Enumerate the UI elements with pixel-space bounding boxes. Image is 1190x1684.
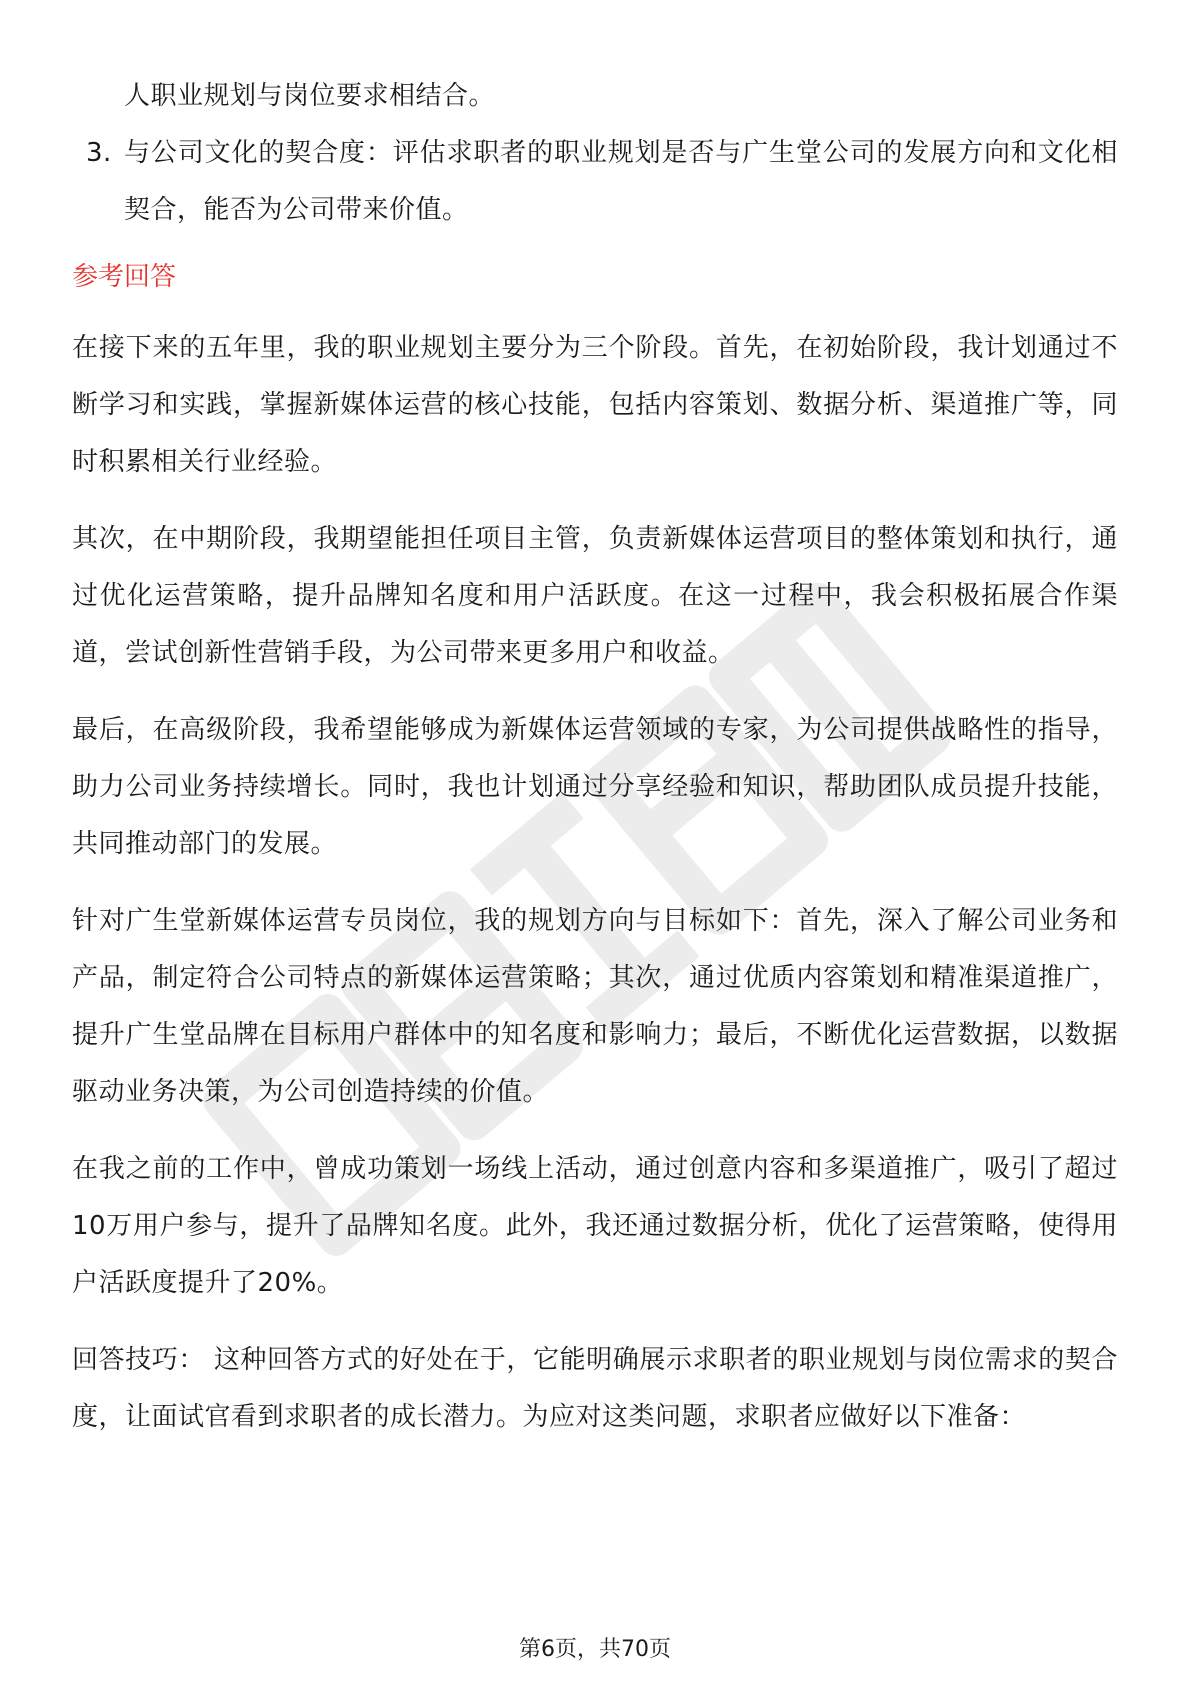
list-item-3 xyxy=(72,125,1118,239)
paragraph-4: 针对广生堂新媒体运营专员岗位，我的规划方向与目标如下：首先，深入了解公司业务和产品，制定符合公司特点的新媒体运营策略；其次，通过优质内容策划和精准渠道推广，提升广生堂品牌在目标用户群体中的知名度和影响力；最后，不断优化运营数据，以数据驱动业务决策，为公司创造持续的价值。 xyxy=(72,906,1118,1107)
list-number: 3. xyxy=(86,138,112,168)
page-number: 第6页，共70页 xyxy=(519,1637,671,1662)
paragraph-2: 其次，在中期阶段，我期望能担任项目主管，负责新媒体运营项目的整体策划和执行，通过优化运营策略，提升品牌知名度和用户活跃度。在这一过程中，我会积极拓展合作渠道，尝试创新性营销手段，为公司带来更多用户和收益。 xyxy=(72,524,1118,668)
paragraph-answer-tips: 回答技巧： 这种回答方式的好处在于，它能明确展示求职者的职业规划与岗位需求的契合度，让面试官看到求职者的成长潜力。为应对这类问题，求职者应做好以下准备： xyxy=(72,1345,1118,1432)
list-item-text: 与公司文化的契合度：评估求职者的职业规划是否与广生堂公司的发展方向和文化相契合，能否为公司带来价值。 xyxy=(124,138,1118,225)
list-item-continuation: 人职业规划与岗位要求相结合。 xyxy=(124,81,496,111)
paragraph-5: 在我之前的工作中，曾成功策划一场线上活动，通过创意内容和多渠道推广，吸引了超过10万用户参与，提升了品牌知名度。此外，我还通过数据分析，优化了运营策略，使得用户活跃度提升了20%。 xyxy=(72,1154,1118,1298)
section-heading-reference-answer: 参考回答 xyxy=(72,262,177,292)
paragraph-1: 在接下来的五年里，我的职业规划主要分为三个阶段。首先，在初始阶段，我计划通过不断学习和实践，掌握新媒体运营的核心技能，包括内容策划、数据分析、渠道推广等，同时积累相关行业经验。 xyxy=(72,333,1118,477)
paragraph-3: 最后，在高级阶段，我希望能够成为新媒体运营领域的专家，为公司提供战略性的指导，助力公司业务持续增长。同时，我也计划通过分享经验和知识，帮助团队成员提升技能，共同推动部门的发展。 xyxy=(72,715,1118,859)
document-body xyxy=(72,68,1118,1446)
